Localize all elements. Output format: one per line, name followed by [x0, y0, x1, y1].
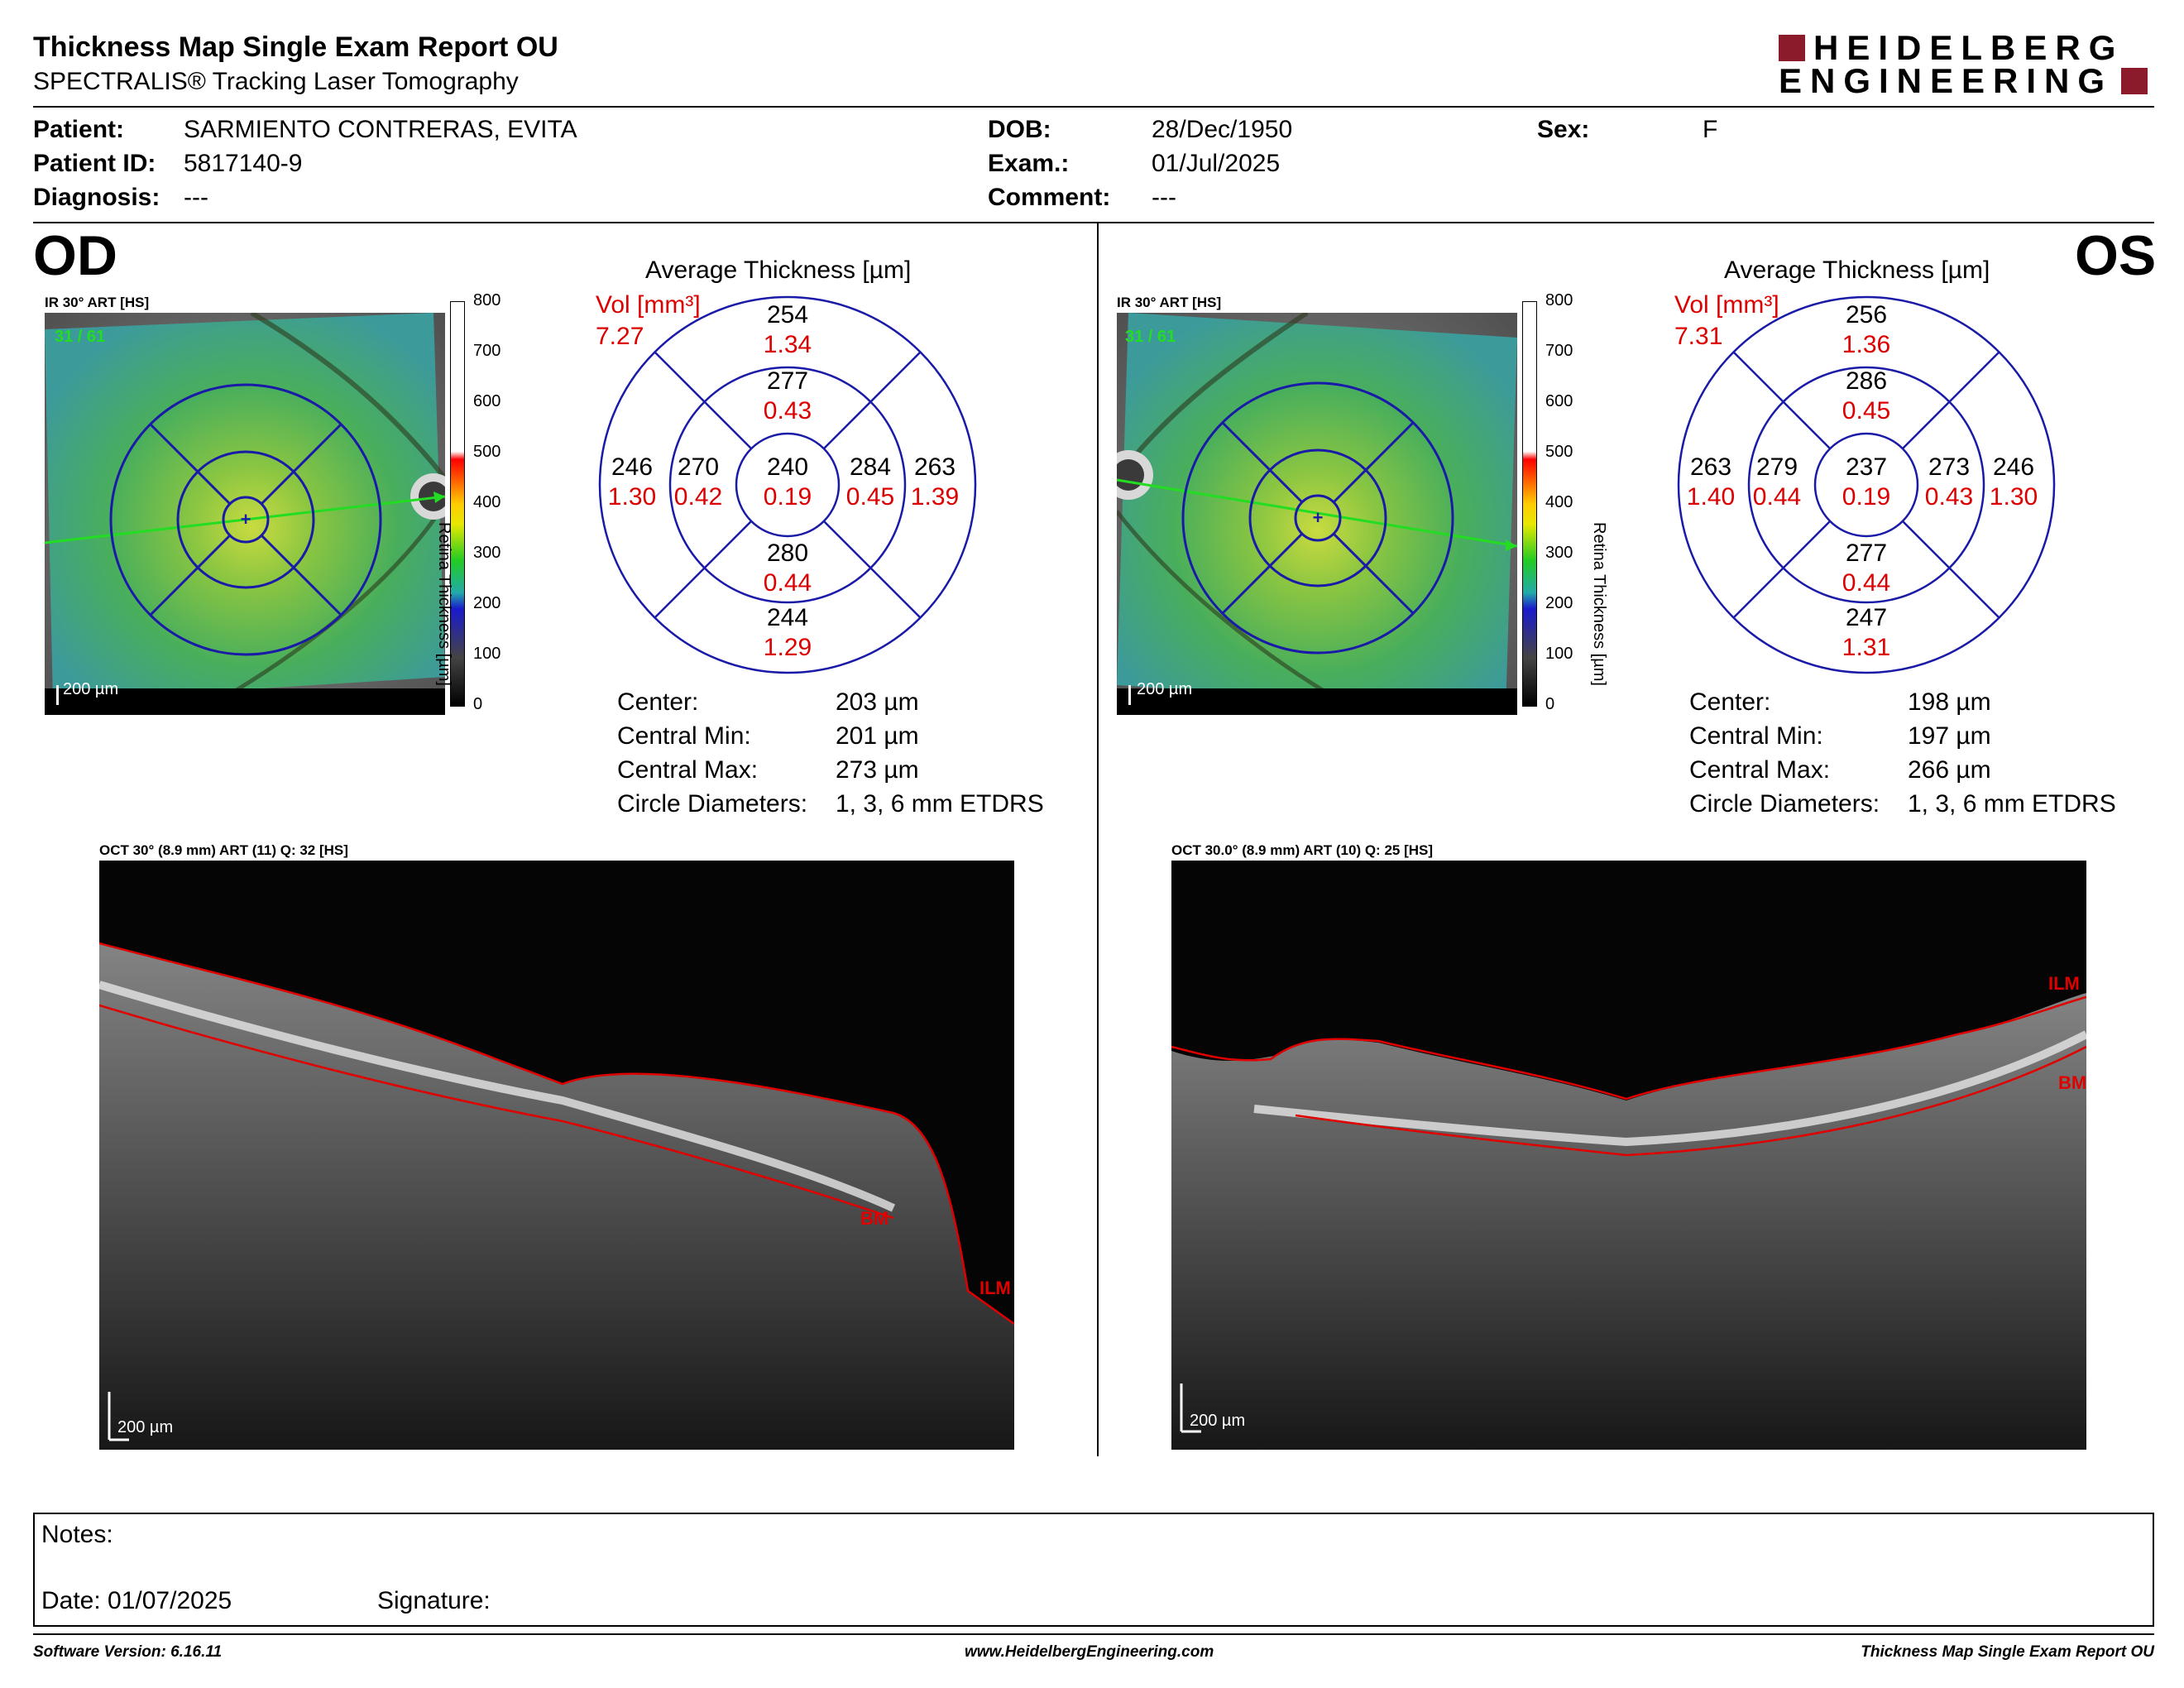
os-ir-title: IR 30° ART [HS]	[1117, 295, 1222, 310]
od-outer-top-volume: 1.34	[763, 331, 812, 358]
colorbar-tick: 0	[473, 695, 483, 713]
colorbar-tick: 500	[1545, 443, 1573, 461]
os-outer-right-thickness: 246	[1992, 453, 2035, 481]
logo-square-icon	[2121, 68, 2148, 94]
colorbar-tick: 200	[473, 594, 501, 612]
od-center-volume: 0.19	[763, 483, 812, 511]
os-outer-bottom-thickness: 247	[1845, 604, 1888, 631]
patient-divider	[33, 222, 2154, 223]
notes-date: Date: 01/07/2025	[41, 1587, 232, 1614]
os-inner-bottom-volume: 0.44	[1842, 569, 1891, 597]
od-counter: 31 / 61	[55, 328, 106, 346]
colorbar-tick: 400	[1545, 493, 1573, 511]
colorbar-tick: 700	[473, 342, 501, 360]
diagnosis-label: Diagnosis:	[33, 184, 160, 211]
os-counter: 31 / 61	[1125, 328, 1176, 346]
od-oct-scale: 200 µm	[117, 1418, 174, 1436]
os-inner-left-volume: 0.44	[1752, 483, 1802, 511]
software-version: Software Version: 6.16.11	[33, 1643, 223, 1661]
od-colorbar-label: Retina Thickness [µm]	[435, 522, 453, 686]
os-bm-label: BM	[2058, 1072, 2086, 1093]
dob-value: 28/Dec/1950	[1152, 116, 1293, 143]
colorbar-tick: 800	[473, 291, 501, 309]
colorbar-tick: 500	[473, 443, 501, 461]
os-vol-label: Vol [mm³]	[1674, 291, 1779, 319]
od-stat-label: Circle Diameters:	[617, 790, 808, 818]
notes-label: Notes:	[41, 1521, 113, 1548]
patient-id-value: 5817140-9	[184, 150, 303, 177]
os-stat-value: 198 µm	[1908, 688, 1991, 716]
patient-name: SARMIENTO CONTRERAS, EVITA	[184, 116, 577, 143]
os-center-thickness: 237	[1845, 453, 1888, 481]
od-oct-title: OCT 30° (8.9 mm) ART (11) Q: 32 [HS]	[99, 842, 348, 858]
od-outer-right-thickness: 263	[913, 453, 956, 481]
sex-value: F	[1703, 116, 1718, 143]
od-avg-title: Average Thickness [µm]	[645, 257, 912, 284]
od-stat-label: Central Min:	[617, 722, 751, 750]
patient-id-label: Patient ID:	[33, 150, 156, 177]
colorbar-tick: 300	[473, 544, 501, 562]
od-scale-label: 200 µm	[63, 680, 119, 698]
logo-line1: HEIDELBERG	[1813, 28, 2124, 67]
os-stat-label: Center:	[1689, 688, 1771, 716]
colorbar-tick: 0	[1545, 695, 1555, 713]
od-center-thickness: 240	[766, 453, 809, 481]
os-avg-title: Average Thickness [µm]	[1724, 257, 1990, 284]
footer-divider	[33, 1633, 2154, 1635]
os-inner-left-thickness: 279	[1755, 453, 1798, 481]
colorbar-tick: 200	[1545, 594, 1573, 612]
od-ir-title: IR 30° ART [HS]	[45, 295, 150, 310]
exam-value: 01/Jul/2025	[1152, 150, 1281, 177]
notes-signature-label: Signature:	[377, 1587, 491, 1614]
od-outer-bottom-volume: 1.29	[763, 634, 812, 661]
eye-label-od: OD	[33, 224, 117, 287]
colorbar-tick: 600	[473, 392, 501, 410]
os-vol-value: 7.31	[1674, 323, 1723, 350]
os-outer-top-thickness: 256	[1845, 301, 1888, 328]
colorbar-tick: 800	[1545, 291, 1573, 309]
header-divider	[33, 106, 2154, 108]
colorbar-tick: 300	[1545, 544, 1573, 562]
os-colorbar	[1522, 301, 1535, 705]
diagnosis-value: ---	[184, 184, 208, 211]
colorbar-tick: 100	[1545, 645, 1573, 663]
os-inner-right-thickness: 273	[1928, 453, 1971, 481]
os-outer-top-volume: 1.36	[1842, 331, 1891, 358]
colorbar-tick: 600	[1545, 392, 1573, 410]
os-center-volume: 0.19	[1842, 483, 1891, 511]
logo-line2: ENGINEERING	[1779, 61, 2114, 100]
os-stat-label: Circle Diameters:	[1689, 790, 1880, 818]
od-map-grid	[45, 313, 445, 715]
os-inner-top-volume: 0.45	[1842, 397, 1891, 424]
exam-label: Exam.:	[988, 150, 1070, 177]
os-oct-bscan	[1171, 861, 2086, 1450]
footer-report-name: Thickness Map Single Exam Report OU	[1861, 1643, 2154, 1661]
od-inner-bottom-thickness: 280	[766, 539, 809, 567]
os-ilm-label: ILM	[2048, 973, 2080, 994]
logo-square-icon	[1779, 35, 1805, 61]
sex-label: Sex:	[1537, 116, 1590, 143]
heidelberg-logo	[1779, 28, 2159, 101]
od-inner-bottom-volume: 0.44	[763, 569, 812, 597]
os-colorbar-ticks	[1545, 291, 1578, 722]
os-stat-value: 197 µm	[1908, 722, 1991, 750]
od-inner-right-volume: 0.45	[845, 483, 895, 511]
od-outer-top-thickness: 254	[766, 301, 809, 328]
eye-label-os: OS	[2075, 224, 2157, 287]
os-outer-left-volume: 1.40	[1686, 483, 1736, 511]
os-outer-right-volume: 1.30	[1989, 483, 2038, 511]
od-ilm-label: ILM	[979, 1278, 1011, 1298]
os-map-grid	[1117, 313, 1517, 715]
od-inner-left-thickness: 270	[677, 453, 720, 481]
website-link[interactable]: www.HeidelbergEngineering.com	[965, 1643, 1214, 1661]
os-stat-value: 1, 3, 6 mm ETDRS	[1908, 790, 2116, 818]
os-inner-right-volume: 0.43	[1924, 483, 1974, 511]
od-inner-right-thickness: 284	[849, 453, 892, 481]
comment-value: ---	[1152, 184, 1176, 211]
colorbar-tick: 100	[473, 645, 501, 663]
report-subtitle: SPECTRALIS® Tracking Laser Tomography	[33, 68, 519, 95]
os-stat-label: Central Max:	[1689, 756, 1831, 784]
os-stat-value: 266 µm	[1908, 756, 1991, 784]
colorbar-tick: 400	[473, 493, 501, 511]
os-oct-title: OCT 30.0° (8.9 mm) ART (10) Q: 25 [HS]	[1171, 842, 1434, 858]
notes-box[interactable]	[33, 1513, 2154, 1627]
patient-label: Patient:	[33, 116, 125, 143]
os-outer-bottom-volume: 1.31	[1842, 634, 1891, 661]
od-colorbar-ticks	[473, 291, 506, 722]
od-oct-bscan	[99, 861, 1014, 1450]
os-outer-left-thickness: 263	[1689, 453, 1732, 481]
os-colorbar-label: Retina Thickness [µm]	[1590, 522, 1608, 686]
os-oct-scale: 200 µm	[1190, 1412, 1246, 1430]
colorbar-tick: 700	[1545, 342, 1573, 360]
od-stat-value: 201 µm	[836, 722, 919, 750]
od-outer-left-thickness: 246	[611, 453, 654, 481]
od-stat-value: 1, 3, 6 mm ETDRS	[836, 790, 1044, 818]
od-stat-value: 203 µm	[836, 688, 919, 716]
os-inner-bottom-thickness: 277	[1845, 539, 1888, 567]
od-inner-left-volume: 0.42	[673, 483, 723, 511]
os-stat-label: Central Min:	[1689, 722, 1823, 750]
report-title: Thickness Map Single Exam Report OU	[33, 31, 558, 63]
eye-divider	[1097, 223, 1099, 1456]
od-inner-top-thickness: 277	[766, 367, 809, 395]
dob-label: DOB:	[988, 116, 1051, 143]
os-scale-label: 200 µm	[1137, 680, 1193, 698]
od-stat-value: 273 µm	[836, 756, 919, 784]
svg-text:+: +	[1312, 507, 1324, 528]
os-inner-top-thickness: 286	[1845, 367, 1888, 395]
od-bm-label: BM	[860, 1208, 889, 1229]
od-outer-right-volume: 1.39	[910, 483, 960, 511]
od-stat-label: Center:	[617, 688, 699, 716]
od-outer-bottom-thickness: 244	[766, 604, 809, 631]
svg-text:+: +	[240, 509, 251, 530]
comment-label: Comment:	[988, 184, 1111, 211]
od-inner-top-volume: 0.43	[763, 397, 812, 424]
od-outer-left-volume: 1.30	[607, 483, 657, 511]
od-stat-label: Central Max:	[617, 756, 759, 784]
od-vol-label: Vol [mm³]	[596, 291, 701, 319]
od-vol-value: 7.27	[596, 323, 644, 350]
